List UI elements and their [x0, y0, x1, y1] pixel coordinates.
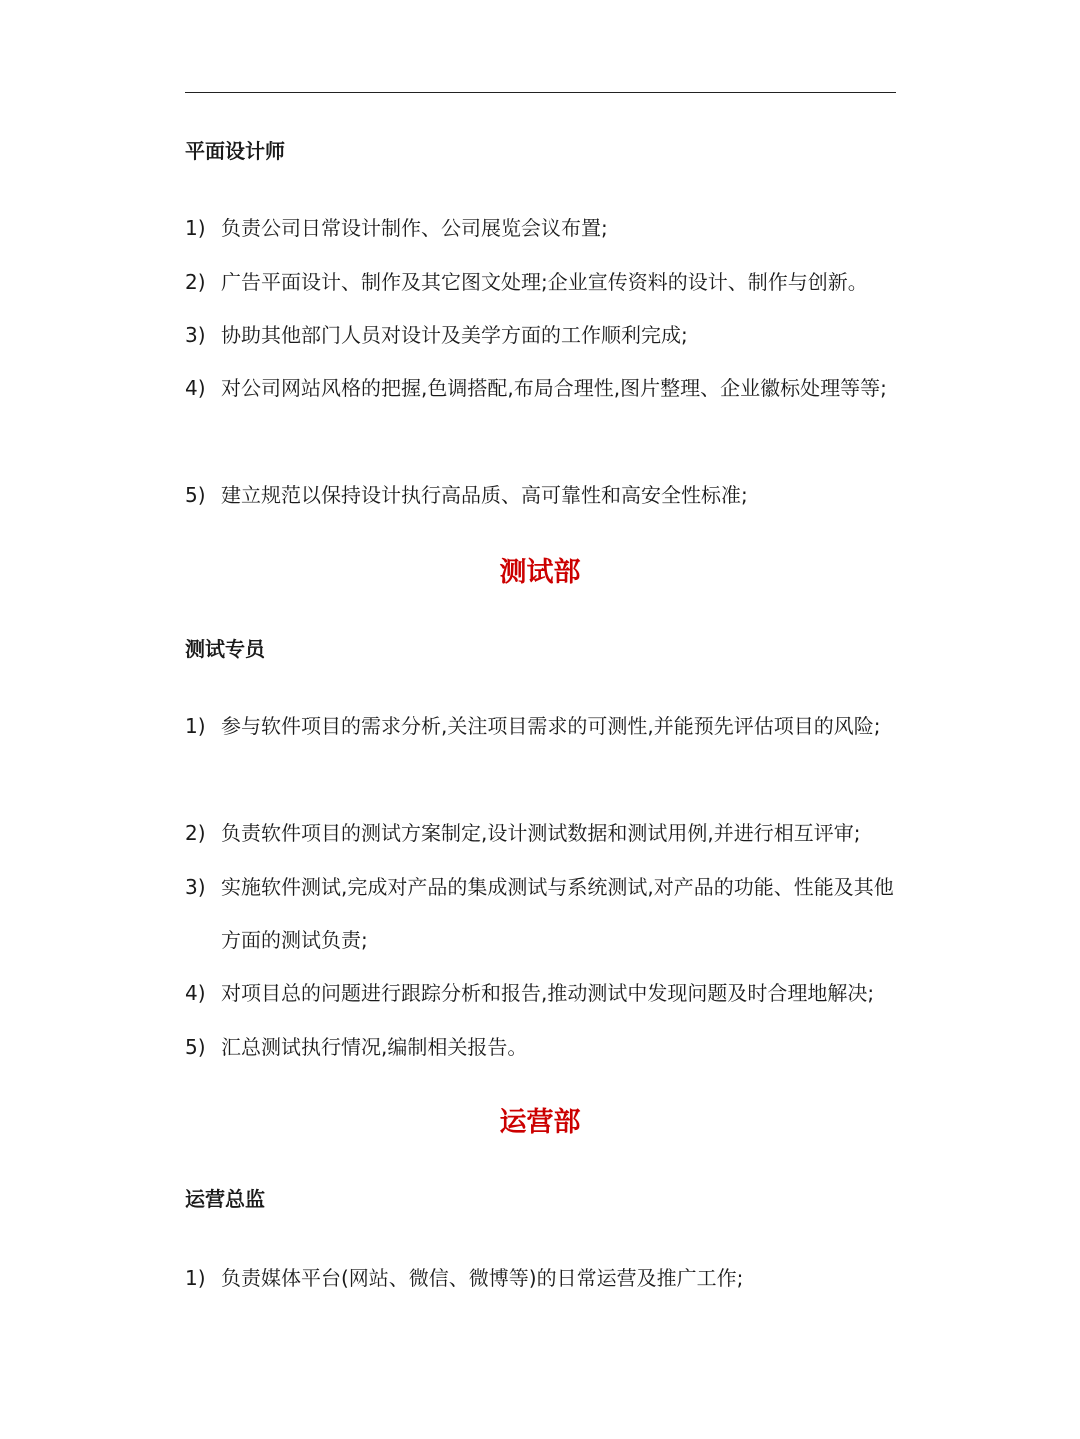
list-number: 3): [185, 875, 206, 899]
list-text: 对公司网站风格的把握,色调搭配,布局合理性,图片整理、企业徽标处理等等;: [221, 376, 887, 400]
list-number: 1): [185, 216, 206, 240]
list-item: [185, 469, 910, 522]
list-number: 3): [185, 323, 206, 347]
list-number: 5): [185, 1035, 206, 1059]
list-text: 汇总测试执行情况,编制相关报告。: [221, 1035, 528, 1059]
list-text: 负责软件项目的测试方案制定,设计测试数据和测试用例,并进行相互评审;: [221, 821, 861, 845]
list-item: [185, 807, 910, 860]
header-rule: [185, 92, 896, 93]
list-item: [185, 967, 910, 1020]
list-item: [185, 861, 910, 967]
list-text: 建立规范以保持设计执行高品质、高可靠性和高安全性标准;: [221, 483, 748, 507]
list-item: [185, 202, 910, 255]
list-number: 1): [185, 1266, 206, 1290]
list-number: 4): [185, 376, 206, 400]
list-number: 1): [185, 714, 206, 738]
dept-title-testing: 测试部: [499, 557, 581, 588]
list-text: 对项目总的问题进行跟踪分析和报告,推动测试中发现问题及时合理地解决;: [221, 981, 875, 1005]
role-title-graphic-designer: 平面设计师: [185, 139, 285, 163]
list-text: 协助其他部门人员对设计及美学方面的工作顺利完成;: [221, 323, 688, 347]
list-number: 2): [185, 270, 206, 294]
list-text: 负责媒体平台(网站、微信、微博等)的日常运营及推广工作;: [221, 1266, 744, 1290]
list-text: 广告平面设计、制作及其它图文处理;企业宣传资料的设计、制作与创新。: [221, 270, 868, 294]
list-item: [185, 1021, 910, 1074]
list-item: [185, 362, 910, 415]
list-number: 4): [185, 981, 206, 1005]
list-number: 2): [185, 821, 206, 845]
list-item: [185, 1252, 910, 1305]
list-text: 实施软件测试,完成对产品的集成测试与系统测试,对产品的功能、性能及其他方面的测试负责;: [221, 875, 894, 952]
role-title-operations-director: 运营总监: [185, 1187, 265, 1211]
list-item: [185, 309, 910, 362]
dept-title-operations: 运营部: [499, 1107, 581, 1138]
list-item: [185, 256, 910, 309]
role-title-test-specialist: 测试专员: [185, 637, 265, 661]
list-text: 负责公司日常设计制作、公司展览会议布置;: [221, 216, 608, 240]
list-text: 参与软件项目的需求分析,关注项目需求的可测性,并能预先评估项目的风险;: [221, 714, 881, 738]
list-number: 5): [185, 483, 206, 507]
list-item: [185, 700, 910, 753]
